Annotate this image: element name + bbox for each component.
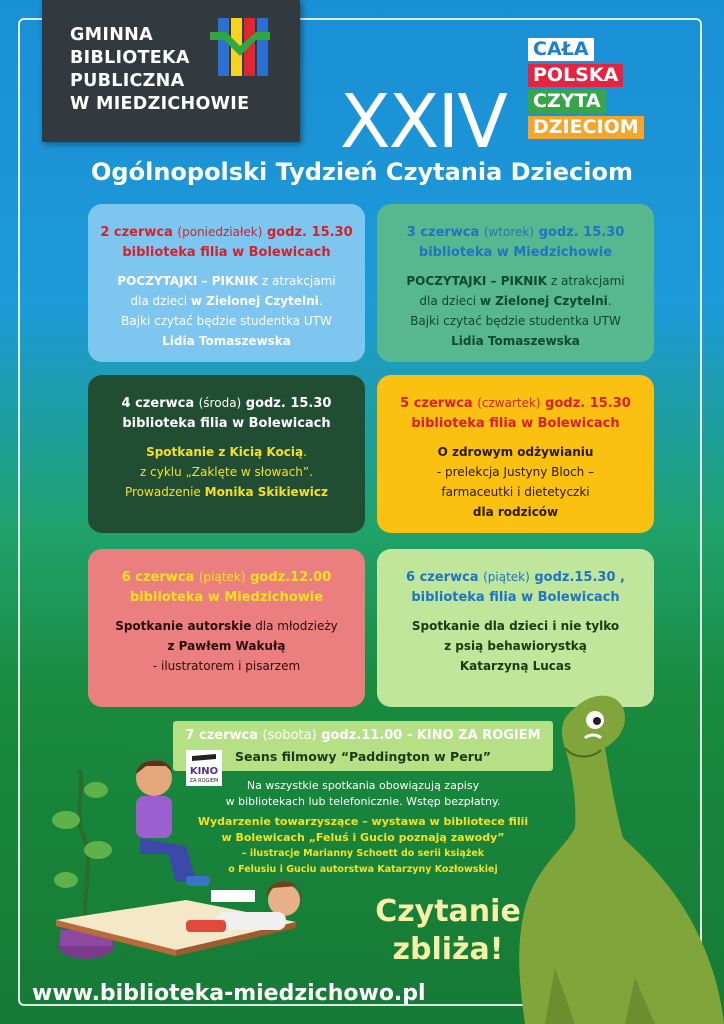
cinema-date: 7 czerwca xyxy=(185,728,258,743)
campaign-word: CZYTA xyxy=(528,90,606,113)
event-card xyxy=(377,204,654,362)
event-desc-line xyxy=(377,502,654,522)
event-time: godz. 15.30 xyxy=(266,225,353,240)
event-desc-text: z atrakcjami xyxy=(547,274,625,288)
event-desc-line xyxy=(88,636,365,656)
library-name-line: PUBLICZNA xyxy=(70,71,185,91)
event-place: biblioteka w Miedzichowie xyxy=(129,590,324,605)
event-desc-text: . xyxy=(607,294,612,308)
event-desc-text: dla dzieci xyxy=(419,294,480,308)
event-time: godz. 15.30 xyxy=(538,225,625,240)
event-desc-line: Bajki czytać będzie studentka UTW xyxy=(121,314,332,328)
event-date-line xyxy=(377,567,654,588)
event-desc-bold: Katarzyną Lucas xyxy=(459,659,572,673)
library-name-line: GMINNA xyxy=(70,25,153,45)
event-desc-line: farmaceutki i dietetyczki xyxy=(441,485,590,499)
info-line: Na wszystkie spotkania obowiązują zapisy xyxy=(246,779,480,792)
event-desc-bold: z Pawłem Wakułą xyxy=(167,639,286,653)
event-desc-line xyxy=(377,442,654,462)
cinema-logo-sub: ZA ROGIEM xyxy=(189,778,219,784)
slogan xyxy=(368,893,528,969)
event-desc-line: - ilustratorem i pisarzem xyxy=(152,659,301,673)
event-place: biblioteka filia w Bolewicach xyxy=(411,590,620,605)
event-weekday: (poniedziałek) xyxy=(177,225,263,239)
event-date-line xyxy=(88,393,365,414)
info-line: Wydarzenie towarzyszące – wystawa w bibliotece filii xyxy=(197,815,529,828)
cinema-time: godz.11.00 - KINO ZA ROGIEM xyxy=(321,728,541,743)
event-desc-bold: w Zielonej Czytelni xyxy=(479,294,608,308)
event-date: 2 czerwca xyxy=(100,225,173,240)
event-desc-bold: Spotkanie autorskie xyxy=(115,619,252,633)
cinema-weekday: (sobota) xyxy=(262,728,317,743)
event-desc-bold: Spotkanie z Kicią Kocią xyxy=(146,445,304,459)
event-desc-text: . xyxy=(303,445,307,459)
event-desc-line xyxy=(88,616,365,636)
event-desc-text: dla dzieci xyxy=(130,294,191,308)
event-desc-bold: Monika Skikiewicz xyxy=(204,485,328,499)
event-time: godz. 15.30 xyxy=(245,396,332,411)
event-desc-line xyxy=(377,291,654,311)
event-desc-line xyxy=(88,482,365,502)
event-desc-bold: w Zielonej Czytelni xyxy=(190,294,319,308)
event-desc-bold: dla rodziców xyxy=(472,505,559,519)
event-desc-text: Prowadzenie xyxy=(124,485,205,499)
event-desc-bold: Lidia Tomaszewska xyxy=(451,334,580,348)
campaign-badge xyxy=(528,38,644,142)
event-desc-line: z cyklu „Zaklęte w słowach”. xyxy=(140,465,313,479)
cinema-title: Seans filmowy “Paddington w Peru” xyxy=(235,749,491,764)
event-desc-line xyxy=(377,331,654,351)
event-date-line xyxy=(377,222,654,243)
event-card xyxy=(88,204,365,362)
event-place: biblioteka filia w Bolewicach xyxy=(122,416,331,431)
event-desc-bold: Lidia Tomaszewska xyxy=(162,334,291,348)
event-place: biblioteka filia w Bolewicach xyxy=(411,416,620,431)
slogan-line: Czytanie xyxy=(375,894,521,929)
event-weekday: (piątek) xyxy=(198,570,246,584)
event-weekday: (czwartek) xyxy=(477,396,541,410)
event-date: 6 czerwca xyxy=(121,570,195,585)
cinema-logo-word: KINO xyxy=(189,766,219,777)
event-time: godz.12.00 xyxy=(250,570,332,585)
reading-children-illustration xyxy=(36,750,356,970)
event-time: godz. 15.30 xyxy=(545,396,631,411)
event-card xyxy=(88,375,365,533)
event-desc-line xyxy=(377,616,654,636)
event-desc-line xyxy=(377,636,654,656)
campaign-word: POLSKA xyxy=(528,64,623,87)
slogan-line: zbliża! xyxy=(392,932,504,967)
event-place: biblioteka w Miedzichowie xyxy=(418,245,613,260)
library-name-line: W MIEDZICHOWIE xyxy=(70,94,250,114)
event-date-line xyxy=(377,393,654,414)
event-card xyxy=(88,549,365,707)
dinosaur-illustration xyxy=(505,688,724,1024)
page-title: Ogólnopolski Tydzień Czytania Dzieciom xyxy=(91,158,633,186)
event-date: 5 czerwca xyxy=(400,396,473,411)
event-desc-line xyxy=(377,271,654,291)
event-card xyxy=(377,549,654,707)
event-desc-line xyxy=(88,271,365,291)
cinema-date-line xyxy=(173,725,553,747)
event-weekday: (piątek) xyxy=(483,570,530,584)
event-date: 6 czerwca xyxy=(406,570,479,585)
event-desc-text: dla młodzieży xyxy=(251,619,338,633)
info-text: w Bolewicach xyxy=(221,831,309,844)
event-desc-bold: z psią behawiorystką xyxy=(444,639,587,653)
event-desc-line: - prelekcja Justyny Bloch – xyxy=(436,465,595,479)
event-desc-text: z atrakcjami xyxy=(258,274,336,288)
library-logo xyxy=(42,0,300,142)
event-desc-line xyxy=(377,656,654,676)
event-desc-line: Bajki czytać będzie studentka UTW xyxy=(410,314,621,328)
book-logo-icon xyxy=(210,18,270,78)
event-time: godz.15.30 , xyxy=(534,570,625,585)
edition-number: XXIV xyxy=(340,79,506,165)
event-card xyxy=(377,375,654,533)
info-line: – ilustracje Marianny Schoett do serii książek xyxy=(241,848,485,859)
event-weekday: (środa) xyxy=(198,396,242,410)
event-date: 3 czerwca xyxy=(406,225,480,240)
info-line: w bibliotekach lub telefonicznie. Wstęp bezpłatny. xyxy=(225,795,501,808)
event-desc-line xyxy=(88,331,365,351)
event-place: biblioteka filia w Bolewicach xyxy=(122,245,331,260)
event-date-line xyxy=(88,567,365,588)
event-desc-bold: Spotkanie dla dzieci i nie tylko xyxy=(411,619,620,633)
event-desc-line xyxy=(88,291,365,311)
event-desc-line xyxy=(88,442,365,462)
info-text: „Feluś i Gucio poznają zawody” xyxy=(308,831,505,844)
event-desc-bold: O zdrowym odżywianiu xyxy=(437,445,594,459)
website-link[interactable]: www.biblioteka-miedzichowo.pl xyxy=(32,981,426,1006)
event-date-line xyxy=(88,222,365,243)
event-desc-bold: POCZYTAJKI – PIKNIK xyxy=(406,274,548,288)
event-desc-bold: POCZYTAJKI – PIKNIK xyxy=(117,274,259,288)
info-line: o Felusiu i Guciu autorstwa Katarzyny Kozłowskiej xyxy=(228,864,498,875)
event-date: 4 czerwca xyxy=(121,396,195,411)
library-name-line: BIBLIOTEKA xyxy=(70,48,190,68)
campaign-word: DZIECIOM xyxy=(528,116,644,139)
event-desc-text: . xyxy=(318,294,323,308)
event-weekday: (wtorek) xyxy=(483,225,535,239)
campaign-word: CAŁA xyxy=(528,38,594,61)
